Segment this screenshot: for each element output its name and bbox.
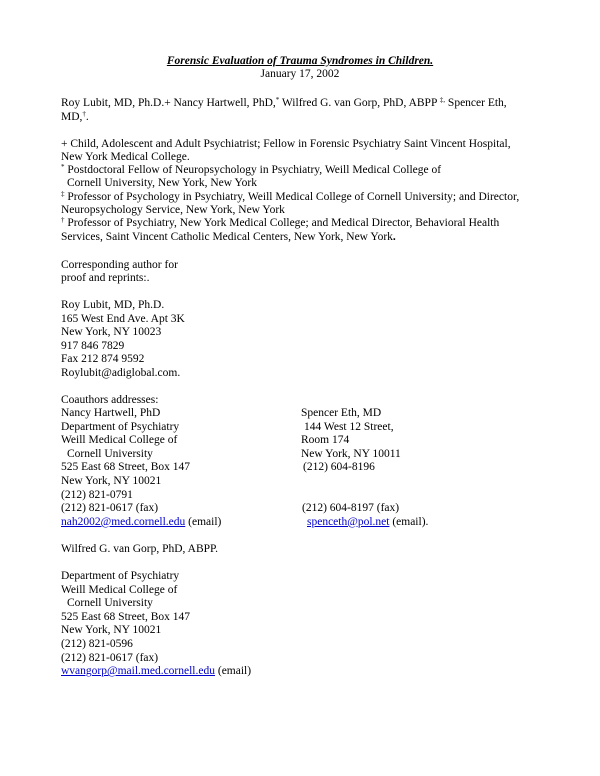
affiliation-plus-line-2: New York Medical College. [61,151,190,163]
footnote-mark: † [61,216,65,224]
email-line [61,665,251,679]
address-line: New York, NY 10021 [61,474,162,487]
address-line: New York, NY 10021 [61,624,162,637]
footnote-mark: ‡ [61,190,65,198]
address-line: Department of Psychiatry [61,570,180,582]
vangorp-name: Wilfred G. van Gorp, PhD, ABPP. [61,543,219,555]
affiliation-star-line-2: Cornell University, New York, New York [67,177,257,189]
footnote-mark: * [275,96,280,104]
email-suffix: (email) [185,515,222,528]
author-eth: Spencer Eth, [445,97,507,109]
fax-line: (212) 604-8197 (fax) [302,502,400,515]
affiliation-end: . [392,231,396,243]
email-suffix: (email) [214,665,252,678]
fax-line: (212) 821-0617 (fax) [61,502,159,515]
email-line: Roylubit@adiglobal.com. [61,366,181,379]
phone-line: 917 846 7829 [61,339,125,352]
address-line: Room 174 [301,434,350,447]
email-line [301,516,428,530]
coauthor-eth-address [301,407,428,529]
address-line: Weill Medical College of [61,583,178,596]
footnote-mark: * [61,163,65,171]
affiliation-text: Professor of Psychiatry, New York Medical College; and Medical Director, Behavioral Health [64,217,500,229]
phone-line: (212) 821-0596 [61,637,133,650]
address-line: Department of Psychiatry [61,420,180,433]
affiliation-plus-line-1: + Child, Adolescent and Adult Psychiatrist; Fellow in Forensic Psychiatry Saint Vincent Hospital, [61,138,511,150]
email-line [61,516,221,530]
address-line: 525 East 68 Street, Box 147 [61,610,191,623]
spacer-line [301,475,428,489]
corresponding-heading-2: proof and reprints:. [61,272,150,284]
author-line [61,97,507,111]
document-title: Forensic Evaluation of Trauma Syndromes in Children. [166,55,434,67]
eth-email-link[interactable]: spenceth@pol.net [307,515,390,528]
affiliation-text: Services, Saint Vincent Catholic Medical Centers, New York, New York [61,231,393,243]
affiliation-star-line-1 [61,164,441,178]
author-line-end: . [85,111,89,123]
address-line: Weill Medical College of [61,434,178,447]
coauthors-heading: Coauthors addresses: [61,394,159,406]
email-suffix: (email). [389,515,429,528]
author-van-gorp: Wilfred G. van Gorp, PhD, ABPP [279,97,437,109]
address-line: New York, NY 10011 [301,447,401,460]
fax-line: Fax 212 874 9592 [61,353,145,366]
affiliation-dd-line-2: Neuropsychology Service, New York, New York [61,204,285,216]
address-line: Cornell University [67,597,153,610]
corresponding-heading-1: Corresponding author for [61,259,178,271]
address-line: New York, NY 10023 [61,326,162,339]
author-lubit-hartwell: Roy Lubit, MD, Ph.D.+ Nancy Hartwell, PhD, [61,97,276,109]
author-eth-degree: MD, [61,111,83,123]
affiliation-dagger-line-2 [61,231,396,245]
address-line: Cornell University [67,447,153,460]
affiliation-dagger-line-1 [61,217,499,231]
address-line: 525 East 68 Street, Box 147 [61,461,191,474]
vangorp-email-link[interactable]: wvangorp@mail.med.cornell.edu [61,665,215,678]
phone-line: (212) 821-0791 [61,488,133,501]
spacer-line [301,489,428,503]
address-line: 165 West End Ave. Apt 3K [61,312,185,325]
coauthor-hartwell-address [61,407,221,529]
affiliation-dd-line-1 [61,191,519,205]
address-line: Spencer Eth, MD [301,407,382,419]
corresponding-address [61,299,185,381]
affiliation-text: Postdoctoral Fellow of Neuropsychology in Psychiatry, Weill Medical College of [64,164,442,176]
address-line: Nancy Hartwell, PhD [61,407,161,419]
document-date: January 17, 2002 [260,68,340,80]
phone-line: (212) 604-8196 [303,461,375,474]
author-line-2 [61,111,89,125]
address-line: Roy Lubit, MD, Ph.D. [61,299,165,311]
hartwell-email-link[interactable]: nah2002@med.cornell.edu [61,515,186,528]
affiliation-text: Professor of Psychology in Psychiatry, Weill Medical College of Cornell University; and Director, [64,191,520,203]
footnote-mark: † [82,110,86,118]
vangorp-address [61,570,251,679]
fax-line: (212) 821-0617 (fax) [61,651,159,664]
footnote-mark: ‡, [439,96,446,104]
address-line: 144 West 12 Street, [304,420,394,433]
